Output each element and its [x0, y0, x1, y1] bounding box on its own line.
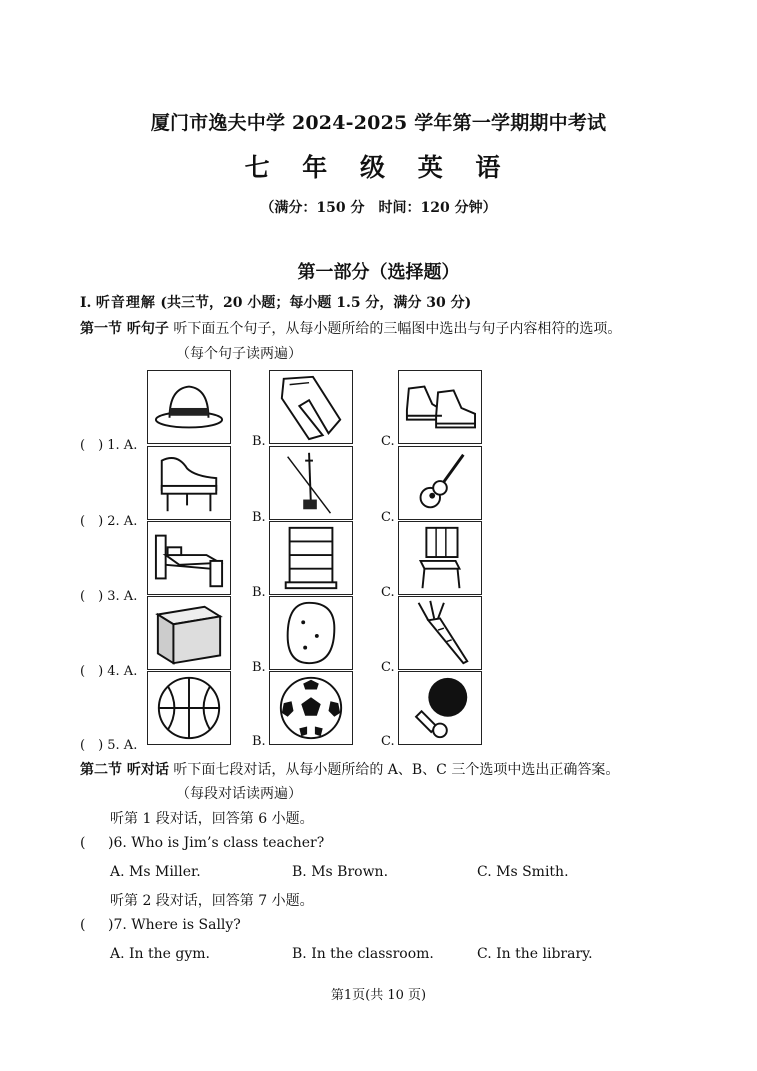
section1-title: 听音理解 [95, 295, 156, 311]
q7-option-b: B. In the classroom. [292, 946, 434, 962]
section1-heading [80, 292, 471, 312]
question-5-number: ( ) 5. A. [80, 738, 138, 753]
section1-note: (共三节，20 小题；每小题 1.5 分，满分 30 分) [160, 295, 472, 311]
q2-b-label: B. [252, 510, 266, 525]
q1-option-a [147, 370, 231, 444]
exam-title: 厦门市逸夫中学 2024-2025 学年第一学期期中考试 [150, 112, 607, 134]
q3-option-a [147, 521, 231, 595]
q5-option-c [398, 671, 482, 745]
q4-b-label: B. [252, 660, 266, 675]
guitar-icon [399, 447, 481, 519]
q3-b-label: B. [252, 585, 266, 600]
section2-read-note: （每段对话读两遍） [176, 786, 302, 802]
q3-option-b [269, 521, 353, 595]
q2-option-c [398, 446, 482, 520]
question-1-number: ( ) 1. A. [80, 438, 138, 453]
q1-option-c [398, 370, 482, 444]
q3-option-c [398, 521, 482, 595]
piano-icon [148, 447, 230, 519]
exam-subtitle: 七 年 级 英 语 [244, 153, 513, 182]
potato-icon [270, 597, 352, 669]
section2-sub-label: 第二节 听对话 [80, 762, 169, 778]
q7-option-c: C. In the library. [477, 946, 593, 962]
q4-option-a [147, 596, 231, 670]
section2-sub [80, 759, 619, 779]
q2-option-a [147, 446, 231, 520]
ping-pong-icon [399, 672, 481, 744]
bed-icon [148, 522, 230, 594]
section1-read-note: （每个句子读两遍） [176, 346, 302, 362]
question-2-number: ( ) 2. A. [80, 514, 138, 529]
q1-b-label: B. [252, 434, 266, 449]
erhu-icon [270, 447, 352, 519]
question-4-number: ( ) 4. A. [80, 664, 138, 679]
dialogue-1-intro: 听第 1 段对话，回答第 6 小题。 [110, 811, 314, 827]
trousers-icon [270, 371, 352, 443]
q5-c-label: C. [381, 734, 395, 749]
page-footer: 第1页(共 10 页) [330, 988, 427, 1003]
q4-c-label: C. [381, 660, 395, 675]
q3-c-label: C. [381, 585, 395, 600]
question-3-number: ( ) 3. A. [80, 589, 138, 604]
section1-sub-label: 第一节 听句子 [80, 321, 169, 337]
q5-option-a [147, 671, 231, 745]
basketball-icon [148, 672, 230, 744]
q6-paren: ( [80, 835, 86, 851]
carrot-icon [399, 597, 481, 669]
hat-icon [148, 371, 230, 443]
q5-b-label: B. [252, 734, 266, 749]
q2-option-b [269, 446, 353, 520]
chair-icon [399, 522, 481, 594]
q4-option-b [269, 596, 353, 670]
soccer-ball-icon [270, 672, 352, 744]
q7-paren: ( [80, 917, 86, 933]
q6-question: )6. Who is Jim’s class teacher? [108, 835, 325, 851]
q6-option-b: B. Ms Brown. [292, 864, 389, 880]
section2-sub-text: 听下面七段对话，从每小题所给的 A、B、C 三个选项中选出正确答案。 [173, 762, 620, 778]
q6-option-a: A. Ms Miller. [110, 864, 201, 880]
q4-option-c [398, 596, 482, 670]
q1-option-b [269, 370, 353, 444]
q6-option-c: C. Ms Smith. [477, 864, 569, 880]
q2-c-label: C. [381, 510, 395, 525]
q5-option-b [269, 671, 353, 745]
section1-number: I. [80, 295, 92, 311]
part-title: 第一部分（选择题） [297, 262, 460, 283]
q7-question: )7. Where is Sally? [108, 917, 241, 933]
section1-sub [80, 318, 621, 338]
q1-c-label: C. [381, 434, 395, 449]
shoes-icon [399, 371, 481, 443]
section1-sub-text: 听下面五个句子，从每小题所给的三幅图中选出与句子内容相符的选项。 [173, 321, 622, 337]
bookcase-icon [270, 522, 352, 594]
q7-option-a: A. In the gym. [110, 946, 210, 962]
dialogue-2-intro: 听第 2 段对话，回答第 7 小题。 [110, 893, 314, 909]
box-icon [148, 597, 230, 669]
exam-meta: （满分：150 分 时间：120 分钟） [260, 200, 497, 216]
